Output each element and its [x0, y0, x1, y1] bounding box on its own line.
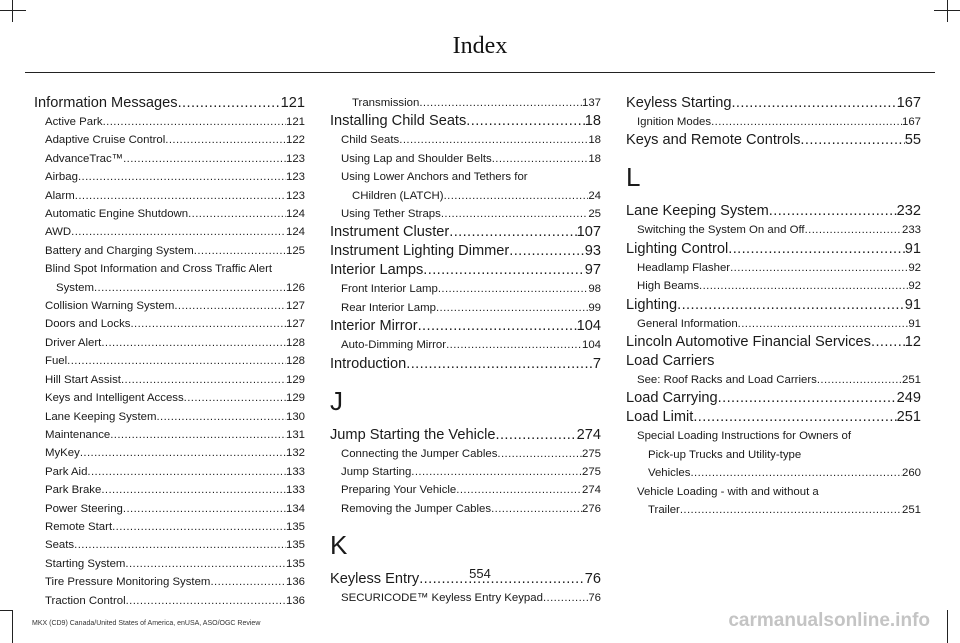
- index-entry-sub: General Information ..... 91: [626, 315, 921, 333]
- index-entry-wrapped-line: Vehicle Loading - with and without a: [637, 485, 819, 498]
- index-entry-main: Load Carrying ..... 249: [626, 389, 921, 408]
- index-entry-wrapped-line: Using Lower Anchors and Tethers for: [341, 171, 528, 184]
- page-number: 554: [469, 566, 491, 581]
- index-entry-sub: Adaptive Cruise Control ..... 122: [34, 131, 305, 149]
- crop-mark: [0, 610, 13, 611]
- index-entry-sub: Traction Control ..... 136: [34, 592, 305, 610]
- index-entry-main: Lincoln Automotive Financial Services ..... 12: [626, 333, 921, 352]
- index-entry-sub: Trailer ..... 251: [626, 501, 921, 519]
- index-entry-sub: Starting System ..... 135: [34, 555, 305, 573]
- index-entry-sub: Fuel ..... 128: [34, 352, 305, 370]
- index-entry-main: Installing Child Seats ..... 18: [330, 112, 601, 131]
- index-entry-main: Interior Lamps ..... 97: [330, 261, 601, 280]
- index-entry-sub: Active Park ..... 121: [34, 113, 305, 131]
- index-entry-main: Keys and Remote Controls ..... 55: [626, 131, 921, 150]
- header-divider: [25, 72, 935, 73]
- index-entry-wrapped-line: Blind Spot Information and Cross Traffic Alert: [45, 263, 273, 276]
- index-entry-sub: SECURICODE™ Keyless Entry Keypad ..... 76: [330, 589, 601, 607]
- index-entry-sub: Connecting the Jumper Cables ..... 275: [330, 445, 601, 463]
- document-info: MKX (CD9) Canada/United States of America, enUSA, ASO/OGC Review: [32, 620, 261, 627]
- index-letter-heading: L: [626, 162, 641, 193]
- index-entry-sub: Tire Pressure Monitoring System ..... 136: [34, 573, 305, 591]
- index-entry-sub: Park Aid ..... 133: [34, 463, 305, 481]
- index-entry-sub: Airbag ..... 123: [34, 168, 305, 186]
- index-entry-sub: AWD ..... 124: [34, 223, 305, 241]
- crop-mark: [947, 610, 948, 643]
- index-entry-sub: Transmission ..... 137: [330, 94, 601, 112]
- page-title: Index: [452, 33, 508, 59]
- index-entry-main: Jump Starting the Vehicle ..... 274: [330, 426, 601, 445]
- index-entry-sub: Child Seats ..... 18: [330, 131, 601, 149]
- crop-mark: [12, 0, 13, 22]
- index-entry-sub: System ..... 126: [34, 279, 305, 297]
- index-entry-sub: Battery and Charging System ..... 125: [34, 242, 305, 260]
- index-entry-sub: Using Tether Straps ..... 25: [330, 205, 601, 223]
- crop-mark: [0, 10, 26, 11]
- index-entry-main: Lane Keeping System ..... 232: [626, 202, 921, 221]
- index-entry-main: Load Carriers: [626, 353, 715, 370]
- crop-mark: [12, 610, 13, 643]
- index-entry-main: Instrument Lighting Dimmer ..... 93: [330, 242, 601, 261]
- index-entry-sub: Maintenance ..... 131: [34, 426, 305, 444]
- index-entry-sub: Ignition Modes ..... 167: [626, 113, 921, 131]
- index-entry-sub: AdvanceTrac™ ..... 123: [34, 150, 305, 168]
- index-entry-sub: Collision Warning System ..... 127: [34, 297, 305, 315]
- index-letter-heading: K: [330, 530, 348, 561]
- index-entry-sub: Driver Alert ..... 128: [34, 334, 305, 352]
- index-entry-sub: Doors and Locks ..... 127: [34, 315, 305, 333]
- index-entry-main: Lighting Control ..... 91: [626, 240, 921, 259]
- index-entry-main: Lighting ..... 91: [626, 296, 921, 315]
- index-entry-main: Interior Mirror ..... 104: [330, 317, 601, 336]
- index-entry-sub: Lane Keeping System ..... 130: [34, 408, 305, 426]
- index-entry-sub: CHildren (LATCH) ..... 24: [330, 187, 601, 205]
- index-entry-sub: Removing the Jumper Cables ..... 276: [330, 500, 601, 518]
- index-entry-sub: Preparing Your Vehicle ..... 274: [330, 481, 601, 499]
- index-letter-heading: J: [330, 385, 343, 416]
- watermark-logo: carmanualsonline.info: [728, 610, 930, 631]
- index-entry-sub: Front Interior Lamp ..... 98: [330, 280, 601, 298]
- index-entry-main: Load Limit ..... 251: [626, 408, 921, 427]
- index-column-2: [330, 94, 601, 608]
- index-entry-sub: Rear Interior Lamp ..... 99: [330, 299, 601, 317]
- index-entry-sub: Switching the System On and Off ..... 233: [626, 221, 921, 239]
- index-entry-main: Information Messages ..... 121: [34, 94, 305, 113]
- index-column-3: [626, 94, 921, 519]
- index-entry-sub: Headlamp Flasher ..... 92: [626, 259, 921, 277]
- index-entry-sub: Automatic Engine Shutdown ..... 124: [34, 205, 305, 223]
- index-entry-sub: Hill Start Assist ..... 129: [34, 371, 305, 389]
- index-entry-main: Keyless Starting ..... 167: [626, 94, 921, 113]
- index-entry-wrapped-line: Pick-up Trucks and Utility-type: [648, 448, 802, 461]
- index-entry-main: Introduction ..... 7: [330, 355, 601, 374]
- index-entry-sub: MyKey ..... 132: [34, 444, 305, 462]
- index-entry-main: Keyless Entry ..... 76: [330, 570, 601, 589]
- index-entry-sub: Park Brake ..... 133: [34, 481, 305, 499]
- index-entry-sub: Alarm ..... 123: [34, 187, 305, 205]
- index-entry-sub: Seats ..... 135: [34, 536, 305, 554]
- index-entry-wrapped-line: Special Loading Instructions for Owners of: [637, 430, 852, 443]
- index-entry-sub: Power Steering ..... 134: [34, 500, 305, 518]
- index-entry-sub: Remote Start ..... 135: [34, 518, 305, 536]
- index-entry-main: Instrument Cluster ..... 107: [330, 223, 601, 242]
- index-entry-sub: See: Roof Racks and Load Carriers ..... 251: [626, 371, 921, 389]
- index-entry-sub: Vehicles ..... 260: [626, 464, 921, 482]
- index-entry-sub: Jump Starting ..... 275: [330, 463, 601, 481]
- index-entry-sub: Auto-Dimming Mirror ..... 104: [330, 336, 601, 354]
- crop-mark: [947, 0, 948, 22]
- index-entry-sub: Keys and Intelligent Access ..... 129: [34, 389, 305, 407]
- crop-mark: [934, 10, 960, 11]
- index-column-1: [34, 94, 305, 610]
- index-entry-sub: High Beams ..... 92: [626, 277, 921, 295]
- index-entry-sub: Using Lap and Shoulder Belts ..... 18: [330, 150, 601, 168]
